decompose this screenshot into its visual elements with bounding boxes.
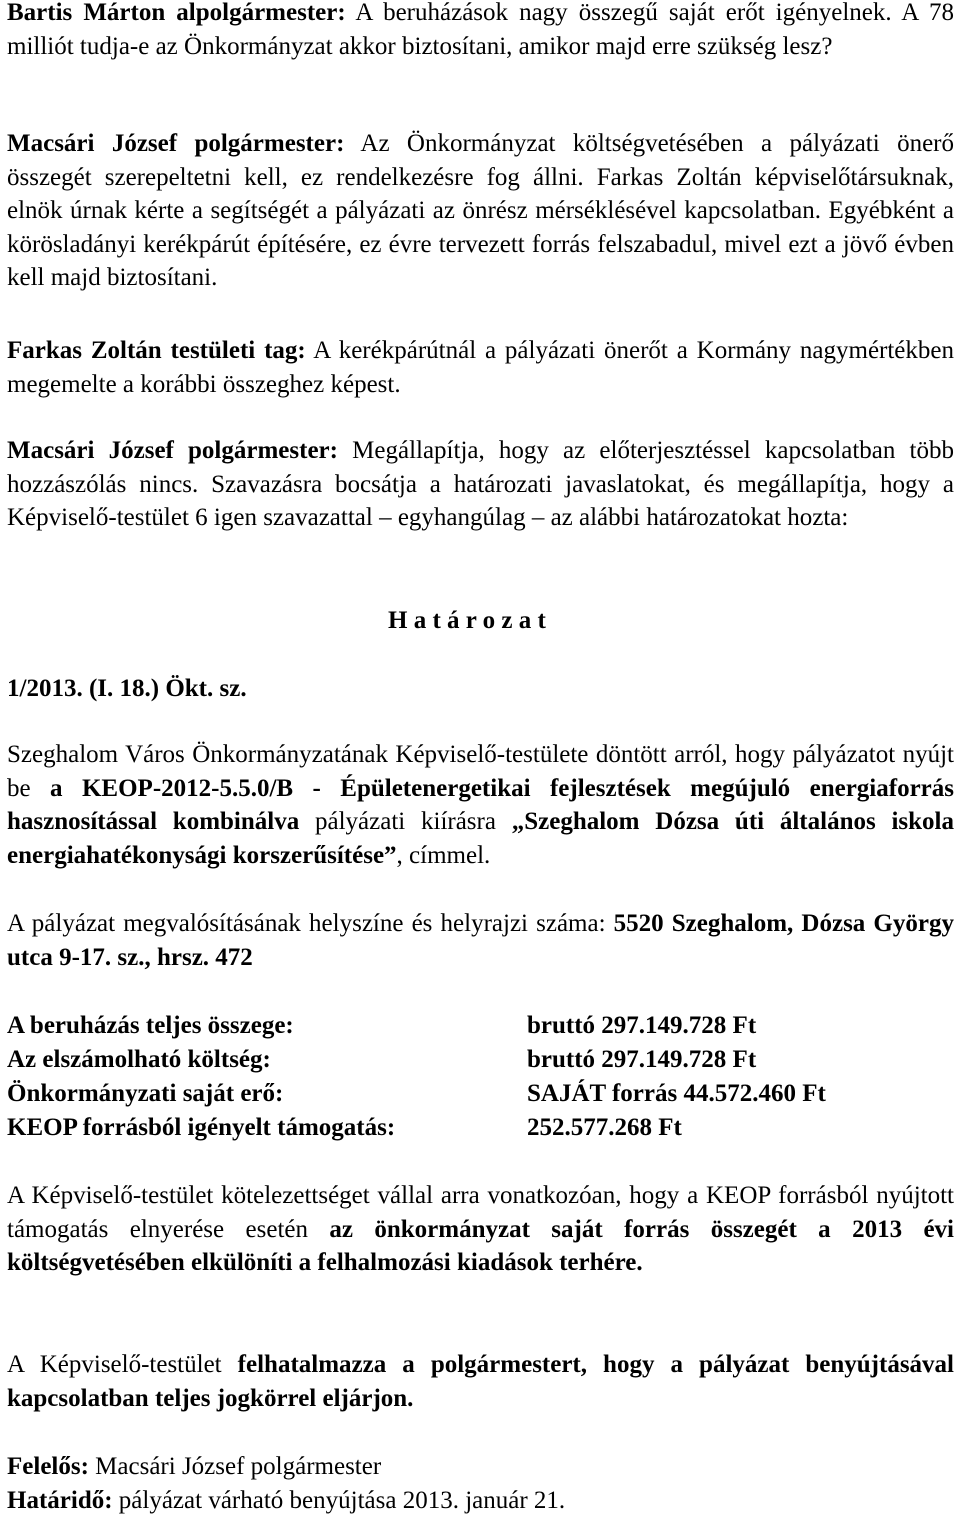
- paragraph-text: A kerékpárútnál a pályázati önerőt a Kormány nagymértékben megemelte a korábbi összeghez képest.: [7, 337, 954, 398]
- project-location: [7, 907, 954, 974]
- authorization-bold: felhatalmazza a polgármestert, hogy a pályázat benyújtásával kapcsolatban teljes jogkörrel eljárjon.: [7, 1351, 954, 1412]
- paragraph-text: Megállapítja, hogy az előterjesztéssel kapcsolatban több hozzászólás nincs. Szavazásra bocsátja a határozati javaslatokat, és megállapítja, hogy a Képviselő-testület 6 igen szavazattal – egyhangúlag – az alábbi határozatokat hozta:: [7, 437, 954, 532]
- decision-text: , címmel.: [396, 841, 491, 869]
- paragraph-text: Az Önkormányzat költségvetésében a pályázati önerő összegét szerepeltetni kell, ez rendelkezésre fog állni. Farkas Zoltán képviselőtársuknak, elnök úrnak kérte a segítségét a pályázati az önrész mérséklésével kapcsolatban. Egyébként a körösladányi kerékpárút építésére, ez évre tervezett forrás felszabadul, mivel ezt a jövő évben kell majd biztosítani.: [7, 130, 954, 292]
- decision-text: pályázati kiírásra: [299, 808, 512, 836]
- speaker-name: Macsári József polgármester:: [7, 130, 345, 157]
- paragraph-bartis: [7, 0, 954, 63]
- financial-value: SAJÁT forrás 44.572.460 Ft: [527, 1080, 826, 1107]
- decision-text: Szeghalom Város Önkormányzatának Képviselő-testülete döntött arról, hogy pályázatot nyújt be: [7, 741, 954, 802]
- financial-label: A beruházás teljes összege:: [7, 1012, 294, 1039]
- paragraph-macsari-1: [7, 127, 954, 295]
- resolution-decision: [7, 738, 954, 872]
- speaker-name: Bartis Márton alpolgármester:: [7, 0, 346, 26]
- paragraph-farkas: [7, 334, 954, 401]
- authorization-paragraph: [7, 1348, 954, 1415]
- speaker-name: Farkas Zoltán testületi tag:: [7, 337, 306, 364]
- paragraph-macsari-2: [7, 434, 954, 535]
- tender-title: a KEOP-2012-5.5.0/B - Épületenergetikai fejlesztések megújuló energiaforrás hasznosítással kombinálva: [7, 774, 954, 836]
- deadline-value: pályázat várható benyújtása 2013. január 21.: [112, 1487, 566, 1514]
- deadline-label: Határidő:: [7, 1487, 113, 1514]
- resolution-number: 1/2013. (I. 18.) Ökt. sz.: [7, 675, 247, 702]
- location-text: A pályázat megvalósításának helyszíne és helyrajzi száma:: [7, 910, 614, 937]
- speaker-name: Macsári József polgármester:: [7, 437, 338, 464]
- commitment-text: A Képviselő-testület kötelezettséget vállal arra vonatkozóan, hogy a KEOP forrásból nyújtott támogatás elnyerése esetén: [7, 1182, 954, 1243]
- financial-label: Önkormányzati saját erő:: [7, 1080, 284, 1107]
- financial-value: bruttó 297.149.728 Ft: [527, 1046, 757, 1073]
- financial-label: Az elszámolható költség:: [7, 1046, 271, 1073]
- commitment-bold: az önkormányzat saját forrás összegét a 2013 évi költségvetésében elkülöníti a felhalmozási kiadások terhére.: [7, 1215, 954, 1277]
- financial-value: 252.577.268 Ft: [527, 1114, 682, 1141]
- project-title: „Szeghalom Dózsa úti általános iskola energiahatékonysági korszerűsítése”: [7, 808, 955, 869]
- financial-label: KEOP forrásból igényelt támogatás:: [7, 1114, 396, 1141]
- financial-value: bruttó 297.149.728 Ft: [527, 1012, 757, 1039]
- responsible-label: Felelős:: [7, 1453, 89, 1480]
- authorization-text: A Képviselő-testület: [7, 1351, 238, 1378]
- responsible-value: Macsári József polgármester: [88, 1453, 382, 1480]
- location-value: 5520 Szeghalom, Dózsa György utca 9-17. sz., hrsz. 472: [7, 910, 954, 971]
- commitment-paragraph: [7, 1179, 954, 1280]
- paragraph-text: A beruházások nagy összegű saját erőt igényelnek. A 78 milliót tudja-e az Önkormányzat akkor biztosítani, amikor majd erre szükség lesz?: [7, 0, 955, 60]
- deadline-line: [7, 1484, 565, 1518]
- responsible-line: [7, 1450, 381, 1484]
- resolution-heading: H a t á r o z a t: [388, 607, 546, 634]
